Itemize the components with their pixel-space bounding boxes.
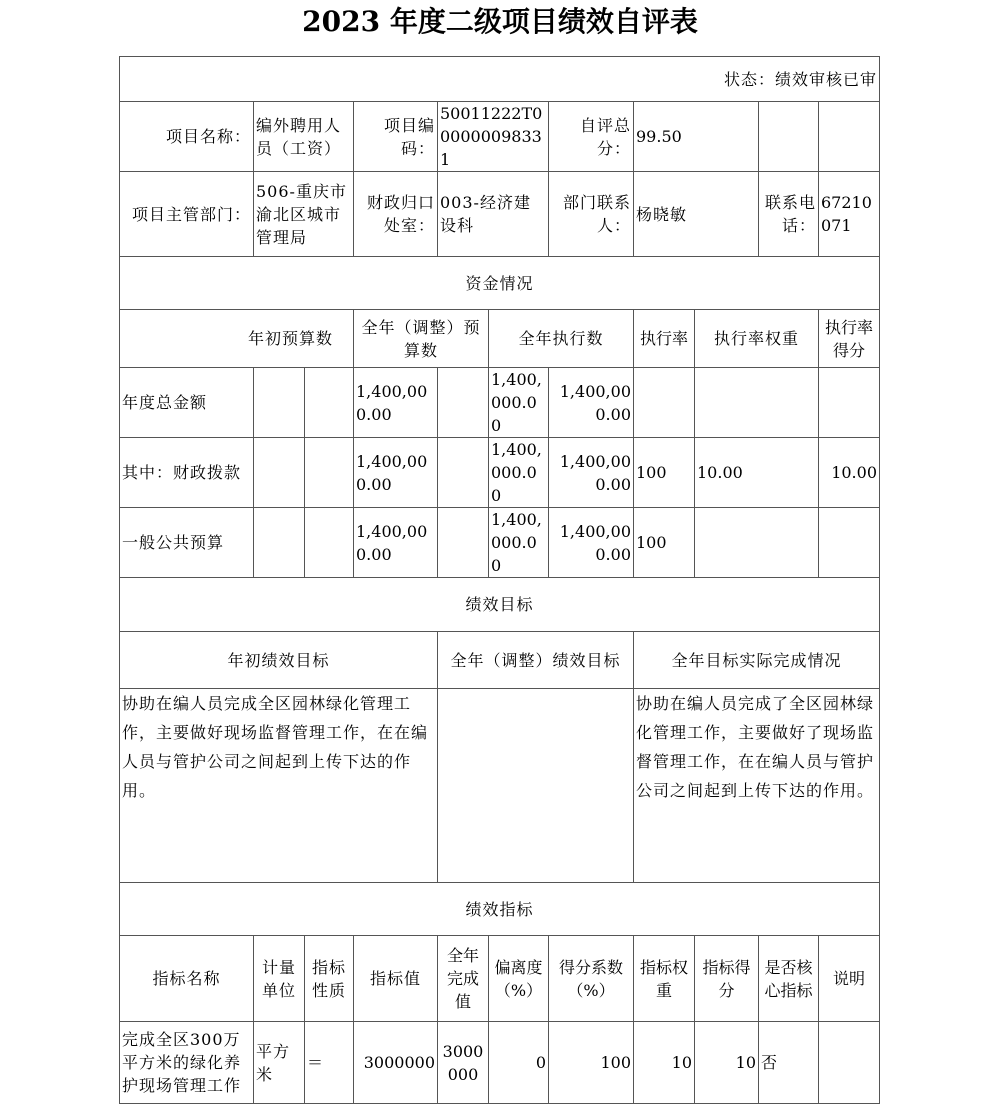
goals-header-initial: 年初绩效目标 bbox=[120, 632, 438, 689]
office-label: 财政归口处室： bbox=[354, 172, 438, 257]
funds-rate: 100 bbox=[634, 438, 695, 508]
funds-row-label: 年度总金额 bbox=[120, 368, 254, 438]
evaluation-table bbox=[119, 56, 880, 1104]
funds-row bbox=[120, 508, 880, 578]
indicator-header-value: 指标值 bbox=[354, 936, 438, 1022]
self-score-label: 自评总分： bbox=[549, 102, 634, 172]
project-code-label: 项目编码： bbox=[354, 102, 438, 172]
funds-weight bbox=[695, 368, 819, 438]
indicators-section-title: 绩效指标 bbox=[120, 883, 880, 936]
funds-weight: 10.00 bbox=[695, 438, 819, 508]
indicator-deviation: 0 bbox=[489, 1022, 549, 1104]
project-name-label: 项目名称： bbox=[120, 102, 254, 172]
empty-cell bbox=[254, 508, 305, 578]
empty-cell bbox=[254, 368, 305, 438]
funds-score bbox=[819, 368, 880, 438]
dept-value: 506-重庆市渝北区城市管理局 bbox=[254, 172, 354, 257]
funds-adjusted: 1,400,000.00 bbox=[489, 438, 549, 508]
funds-rate: 100 bbox=[634, 508, 695, 578]
empty-cell bbox=[819, 102, 880, 172]
indicator-weight: 10 bbox=[634, 1022, 695, 1104]
funds-row-label: 一般公共预算 bbox=[120, 508, 254, 578]
contact-value: 杨晓敏 bbox=[634, 172, 759, 257]
indicator-completed: 3000000 bbox=[438, 1022, 489, 1104]
contact-label: 部门联系人： bbox=[549, 172, 634, 257]
indicator-unit: 平方米 bbox=[254, 1022, 305, 1104]
indicator-header-core: 是否核心指标 bbox=[759, 936, 819, 1022]
indicator-coef: 100 bbox=[549, 1022, 634, 1104]
indicator-name: 完成全区300万平方米的绿化养护现场管理工作 bbox=[120, 1022, 254, 1104]
goals-header-actual: 全年目标实际完成情况 bbox=[634, 632, 880, 689]
empty-cell bbox=[305, 368, 354, 438]
goals-initial-text: 协助在编人员完成全区园林绿化管理工作，主要做好现场监督管理工作，在在编人员与管护公司之间起到上传下达的作用。 bbox=[120, 689, 438, 883]
page-title: 2023 年度二级项目绩效自评表 bbox=[302, 5, 698, 38]
funds-initial: 1,400,000.00 bbox=[354, 368, 438, 438]
goals-actual-text: 协助在编人员完成了全区园林绿化管理工作，主要做好了现场监督管理工作，在在编人员与管护公司之间起到上传下达的作用。 bbox=[634, 689, 880, 883]
funds-executed: 1,400,000.00 bbox=[549, 508, 634, 578]
dept-label: 项目主管部门： bbox=[120, 172, 254, 257]
empty-cell bbox=[438, 368, 489, 438]
indicator-header-name: 指标名称 bbox=[120, 936, 254, 1022]
empty-cell bbox=[254, 438, 305, 508]
goals-header-adjusted: 全年（调整）绩效目标 bbox=[438, 632, 634, 689]
goals-section-title: 绩效目标 bbox=[120, 578, 880, 632]
indicator-header-unit: 计量单位 bbox=[254, 936, 305, 1022]
empty-cell bbox=[438, 508, 489, 578]
phone-label: 联系电话： bbox=[759, 172, 819, 257]
indicator-header-nature: 指标性质 bbox=[305, 936, 354, 1022]
office-value: 003-经济建设科 bbox=[438, 172, 549, 257]
funds-row-label: 其中：财政拨款 bbox=[120, 438, 254, 508]
empty-cell bbox=[305, 508, 354, 578]
indicator-note bbox=[819, 1022, 880, 1104]
funds-executed: 1,400,000.00 bbox=[549, 438, 634, 508]
funds-score bbox=[819, 508, 880, 578]
funds-rate bbox=[634, 368, 695, 438]
empty-cell bbox=[438, 438, 489, 508]
indicator-header-deviation: 偏离度（%） bbox=[489, 936, 549, 1022]
indicator-header-score: 指标得分 bbox=[695, 936, 759, 1022]
project-name-value: 编外聘用人员（工资） bbox=[254, 102, 354, 172]
funds-header-score: 执行率得分 bbox=[819, 310, 880, 368]
indicator-header-weight: 指标权重 bbox=[634, 936, 695, 1022]
indicator-score: 10 bbox=[695, 1022, 759, 1104]
funds-row bbox=[120, 368, 880, 438]
funds-section-title: 资金情况 bbox=[120, 257, 880, 310]
funds-adjusted: 1,400,000.00 bbox=[489, 368, 549, 438]
funds-header-executed: 全年执行数 bbox=[489, 310, 634, 368]
indicator-core: 否 bbox=[759, 1022, 819, 1104]
indicator-header-coef: 得分系数（%） bbox=[549, 936, 634, 1022]
funds-score: 10.00 bbox=[819, 438, 880, 508]
funds-header-adjusted: 全年（调整）预算数 bbox=[354, 310, 489, 368]
funds-executed: 1,400,000.00 bbox=[549, 368, 634, 438]
project-code-value: 50011222T000000098331 bbox=[438, 102, 549, 172]
self-score-value: 99.50 bbox=[634, 102, 759, 172]
funds-adjusted: 1,400,000.00 bbox=[489, 508, 549, 578]
funds-row bbox=[120, 438, 880, 508]
status-text: 状态：绩效审核已审 bbox=[120, 57, 880, 102]
indicator-nature: ＝ bbox=[305, 1022, 354, 1104]
indicator-value: 3000000 bbox=[354, 1022, 438, 1104]
indicator-row bbox=[120, 1022, 880, 1104]
phone-value: 67210071 bbox=[819, 172, 880, 257]
funds-initial: 1,400,000.00 bbox=[354, 438, 438, 508]
funds-weight bbox=[695, 508, 819, 578]
funds-header-initial: 年初预算数 bbox=[120, 310, 354, 368]
funds-header-rate: 执行率 bbox=[634, 310, 695, 368]
indicator-header-completed: 全年完成值 bbox=[438, 936, 489, 1022]
funds-initial: 1,400,000.00 bbox=[354, 508, 438, 578]
empty-cell bbox=[759, 102, 819, 172]
indicator-header-note: 说明 bbox=[819, 936, 880, 1022]
goals-adjusted-text bbox=[438, 689, 634, 883]
funds-header-weight: 执行率权重 bbox=[695, 310, 819, 368]
empty-cell bbox=[305, 438, 354, 508]
